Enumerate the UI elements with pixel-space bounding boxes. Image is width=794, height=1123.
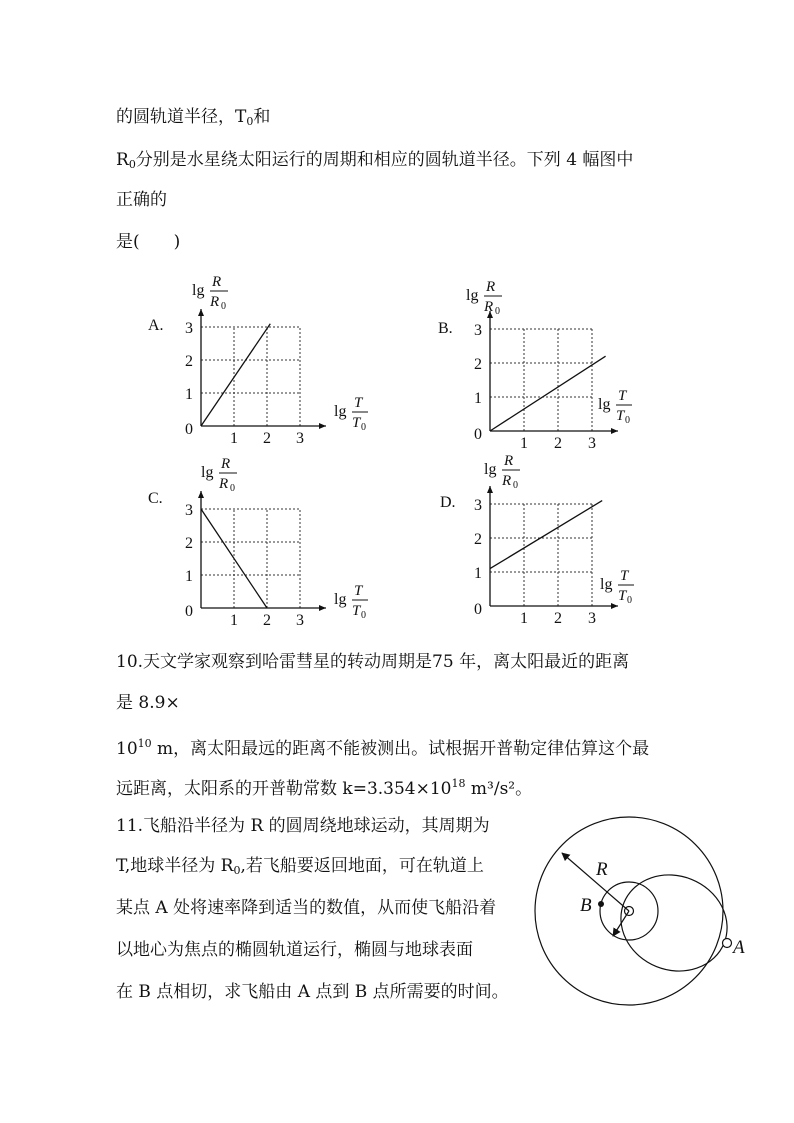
q11-line-1: 11.飞船沿半径为 R 的圆周绕地球运动，其周期为 — [116, 816, 490, 836]
line-2-tail: 分别是水星绕太阳运行的周期和相应的圆轨道半径。下列 4 幅图中 — [135, 150, 634, 170]
x-label-t: T — [618, 388, 627, 404]
q11-line-2-head: T,地球半径为 R — [116, 856, 234, 876]
x-axis-arrow — [611, 603, 618, 609]
x-label-t0: T — [618, 588, 627, 604]
x-tick-label: 3 — [296, 430, 304, 447]
q10-line-4 — [116, 773, 532, 800]
x-label-t0-sub: 0 — [361, 422, 366, 433]
x-axis-arrow — [319, 605, 326, 611]
y-axis-arrow — [198, 491, 204, 498]
x-tick-label: 2 — [554, 610, 562, 627]
y-label-r0-sub: 0 — [495, 306, 500, 317]
option-letter: D. — [440, 494, 456, 511]
y-label-r0-sub: 0 — [513, 480, 518, 491]
option-letter: C. — [148, 490, 163, 507]
origin-label: 0 — [185, 421, 193, 438]
x-tick-label: 1 — [520, 610, 528, 627]
q10-line-4-head: 远距离，太阳系的开普勒常数 k=3.354×10 — [116, 779, 452, 799]
x-label-t0: T — [352, 603, 361, 619]
x-tick-label: 1 — [230, 430, 238, 447]
y-tick-label: 1 — [474, 390, 482, 407]
x-label-t0-sub: 0 — [627, 595, 632, 606]
q10-exponent: 10 — [137, 737, 152, 750]
y-tick-label: 1 — [185, 568, 193, 585]
x-tick-label: 3 — [296, 612, 304, 629]
x-tick-label: 2 — [554, 435, 562, 452]
y-tick-label: 1 — [185, 386, 193, 403]
q11-r0-subscript: 0 — [233, 864, 241, 877]
series-line — [201, 324, 270, 426]
y-tick-label: 3 — [185, 502, 193, 519]
x-axis-arrow — [611, 428, 618, 434]
x-label-t0: T — [616, 408, 625, 424]
text-line-3: 正确的 — [116, 190, 167, 210]
y-label-lg: lg — [192, 282, 205, 299]
x-tick-label: 3 — [588, 610, 596, 627]
y-label-r: R — [504, 453, 514, 469]
q11-line-4: 以地心为焦点的椭圆轨道运行，椭圆与地球表面 — [116, 940, 473, 960]
y-label-lg: lg — [484, 461, 497, 478]
y-label-r0: R — [502, 473, 512, 489]
y-tick-label: 1 — [474, 565, 482, 582]
origin-label: 0 — [185, 603, 193, 620]
x-tick-label: 2 — [263, 612, 271, 629]
y-tick-label: 3 — [474, 497, 482, 514]
series-line — [490, 356, 606, 431]
y-label-r: R — [486, 279, 496, 295]
q10-k-exponent: 18 — [451, 777, 466, 790]
y-label-r0-sub: 0 — [221, 301, 226, 312]
t0-subscript: 0 — [246, 115, 254, 128]
x-tick-label: 2 — [263, 430, 271, 447]
origin-label: 0 — [474, 426, 482, 443]
y-label-lg: lg — [466, 287, 479, 304]
q10-units: m³/s²。 — [465, 779, 533, 799]
q11-line-2-tail: ,若飞船要返回地面，可在轨道上 — [240, 856, 484, 876]
y-label-r0: R — [484, 299, 494, 315]
option-letter: A. — [148, 317, 164, 334]
q10-base: 10 — [116, 739, 138, 759]
line-1-tail: 和 — [253, 107, 271, 127]
label-b: B — [580, 895, 592, 916]
y-tick-label: 3 — [474, 322, 482, 339]
x-label-lg: lg — [600, 576, 613, 593]
point-a-circle — [723, 939, 732, 948]
origin-label: 0 — [474, 601, 482, 618]
q11-line-5: 在 B 点相切，求飞船由 A 点到 B 点所需要的时间。 — [116, 982, 509, 1002]
y-axis-arrow — [487, 486, 493, 493]
label-r: R — [596, 859, 608, 880]
y-tick-label: 2 — [185, 353, 193, 370]
point-b-dot — [598, 901, 604, 907]
x-label-t0-sub: 0 — [361, 610, 366, 621]
x-label-t: T — [354, 395, 363, 411]
y-tick-label: 3 — [185, 320, 193, 337]
x-label-lg: lg — [334, 591, 347, 608]
series-line — [490, 501, 602, 569]
x-tick-label: 1 — [230, 612, 238, 629]
line-1-text: 的圆轨道半径，T — [116, 107, 247, 127]
text-line-4: 是( ) — [116, 232, 181, 252]
q10-line-1: 10.天文学家观察到哈雷彗星的转动周期是75 年，离太阳最近的距离 — [116, 652, 630, 672]
y-tick-label: 2 — [474, 356, 482, 373]
y-label-r0-sub: 0 — [230, 483, 235, 494]
y-tick-label: 2 — [474, 531, 482, 548]
transfer-ellipse — [606, 859, 741, 987]
q11-line-3: 某点 A 处将速率降到适当的数值，从而使飞船沿着 — [116, 898, 497, 918]
orbit-diagram — [534, 812, 745, 1012]
r0-subscript: 0 — [128, 158, 136, 171]
x-label-t0-sub: 0 — [625, 415, 630, 426]
x-label-lg: lg — [598, 396, 611, 413]
y-label-r0: R — [210, 294, 220, 310]
x-axis-arrow — [319, 423, 326, 429]
y-label-r: R — [212, 274, 222, 290]
x-label-t: T — [354, 583, 363, 599]
option-letter: B. — [438, 320, 453, 337]
x-tick-label: 3 — [588, 435, 596, 452]
x-label-lg: lg — [334, 403, 347, 420]
x-label-t0: T — [352, 415, 361, 431]
q11-line-2 — [116, 855, 484, 882]
q10-line-3 — [116, 733, 649, 760]
label-a: A — [733, 937, 745, 958]
x-tick-label: 1 — [520, 435, 528, 452]
y-label-r: R — [221, 456, 231, 472]
x-label-t: T — [620, 568, 629, 584]
y-tick-label: 2 — [185, 535, 193, 552]
q10-line-3-text: m，离太阳最远的距离不能被测出。试根据开普勒定律估算这个最 — [151, 739, 650, 759]
y-label-lg: lg — [201, 464, 214, 481]
q10-line-2: 是 8.9× — [116, 693, 180, 713]
y-label-r0: R — [219, 476, 229, 492]
line-2-head: R — [116, 150, 129, 170]
y-axis-arrow — [198, 309, 204, 316]
